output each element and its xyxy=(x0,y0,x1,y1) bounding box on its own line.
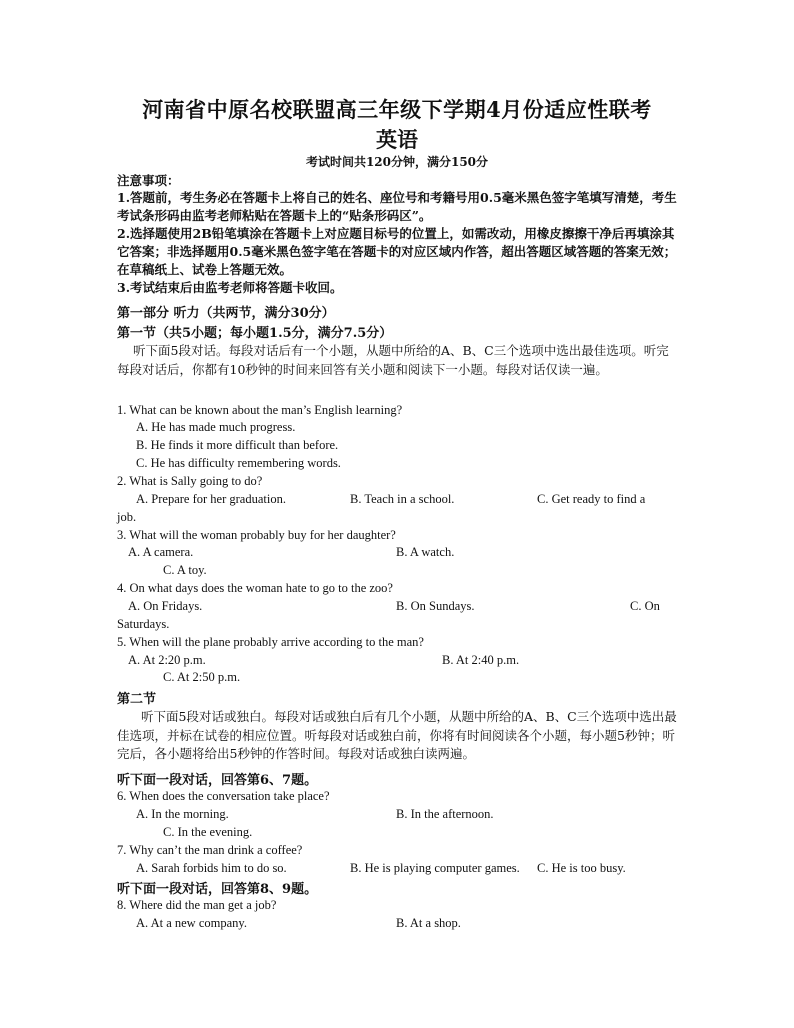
q3-option-b: B. A watch. xyxy=(396,545,455,559)
question-2: 2. What is Sally going to do? xyxy=(117,474,263,488)
q1-option-a: A. He has made much progress. xyxy=(136,420,296,434)
q6-option-c: C. In the evening. xyxy=(163,825,253,839)
q8-option-a: A. At a new company. xyxy=(136,916,247,930)
q6-option-a: A. In the morning. xyxy=(136,807,229,821)
q7-option-c: C. He is too busy. xyxy=(537,861,626,875)
notice-heading: 注意事项： xyxy=(117,173,180,188)
q6-option-b: B. In the afternoon. xyxy=(396,807,494,821)
notice-item-2: 2.选择题使用2B铅笔填涂在答题卡上对应题目标号的位置上，如需改动，用橡皮擦擦干净后再填涂其它答案；非选择题用0.5毫米黑色签字笔在答题卡的对应区域内作答，超出答题区域答题的答案无效；在草稿纸上、试卷上答题无效。 xyxy=(117,226,677,277)
q2-option-c: C. Get ready to find a xyxy=(537,492,646,506)
q2-option-c-cont: job. xyxy=(117,510,137,524)
q2-option-b: B. Teach in a school. xyxy=(350,492,455,506)
exam-title: 河南省中原名校联盟高三年级下学期4月份适应性联考 xyxy=(142,97,652,122)
q7-option-b: B. He is playing computer games. xyxy=(350,861,520,875)
question-1: 1. What can be known about the man’s English learning? xyxy=(117,403,403,417)
group-6-7-heading: 听下面一段对话，回答第6、7题。 xyxy=(117,773,318,788)
exam-info: 考试时间共120分钟，满分150分 xyxy=(305,155,489,169)
q4-option-a: A. On Fridays. xyxy=(128,599,203,613)
q2-option-a: A. Prepare for her graduation. xyxy=(136,492,286,506)
notice-item-1: 1.答题前，考生务必在答题卡上将自己的姓名、座位号和考籍号用0.5毫米黑色签字笔填写清楚，考生考试条形码由监考老师粘贴在答题卡上的“贴条形码区”。 xyxy=(117,190,677,223)
q3-option-a: A. A camera. xyxy=(128,545,194,559)
q7-option-a: A. Sarah forbids him to do so. xyxy=(136,861,287,875)
q3-option-c: C. A toy. xyxy=(163,563,207,577)
q4-option-c: C. On xyxy=(630,599,660,613)
question-4: 4. On what days does the woman hate to go to the zoo? xyxy=(117,581,393,595)
question-3: 3. What will the woman probably buy for her daughter? xyxy=(117,528,396,542)
question-7: 7. Why can’t the man drink a coffee? xyxy=(117,843,303,857)
q4-option-b: B. On Sundays. xyxy=(396,599,475,613)
section1-heading: 第一节（共5小题；每小题1.5分，满分7.5分） xyxy=(117,326,393,341)
q1-option-c: C. He has difficulty remembering words. xyxy=(136,456,341,470)
q5-option-a: A. At 2:20 p.m. xyxy=(128,653,206,667)
section2-intro: 听下面5段对话或独白。每段对话或独白后有几个小题，从题中所给的A、B、C三个选项中选出最佳选项，并标在试卷的相应位置。听每段对话或独白前，你将有时间阅读各个小题，每小题5秒钟；听完后，各小题将给出5秒钟的作答时间。每段对话或独白读两遍。 xyxy=(117,709,677,761)
section2-heading: 第二节 xyxy=(117,692,157,707)
question-6: 6. When does the conversation take place? xyxy=(117,789,330,803)
q8-option-b: B. At a shop. xyxy=(396,916,461,930)
question-8: 8. Where did the man get a job? xyxy=(117,898,277,912)
q5-option-c: C. At 2:50 p.m. xyxy=(163,670,241,684)
q5-option-b: B. At 2:40 p.m. xyxy=(442,653,520,667)
question-5: 5. When will the plane probably arrive according to the man? xyxy=(117,635,424,649)
section1-intro: 听下面5段对话。每段对话后有一个小题，从题中所给的A、B、C三个选项中选出最佳选项。听完每段对话后，你都有10秒钟的时间来回答有关小题和阅读下一小题。每段对话仅读一遍。 xyxy=(117,343,669,377)
q1-option-b: B. He finds it more difficult than before. xyxy=(136,438,339,452)
part1-heading: 第一部分 听力（共两节，满分30分） xyxy=(117,306,335,321)
q4-option-c-cont: Saturdays. xyxy=(117,617,170,631)
notice-item-3: 3.考试结束后由监考老师将答题卡收回。 xyxy=(117,280,343,295)
group-8-9-heading: 听下面一段对话，回答第8、9题。 xyxy=(117,882,318,897)
subject-title: 英语 xyxy=(376,127,418,152)
